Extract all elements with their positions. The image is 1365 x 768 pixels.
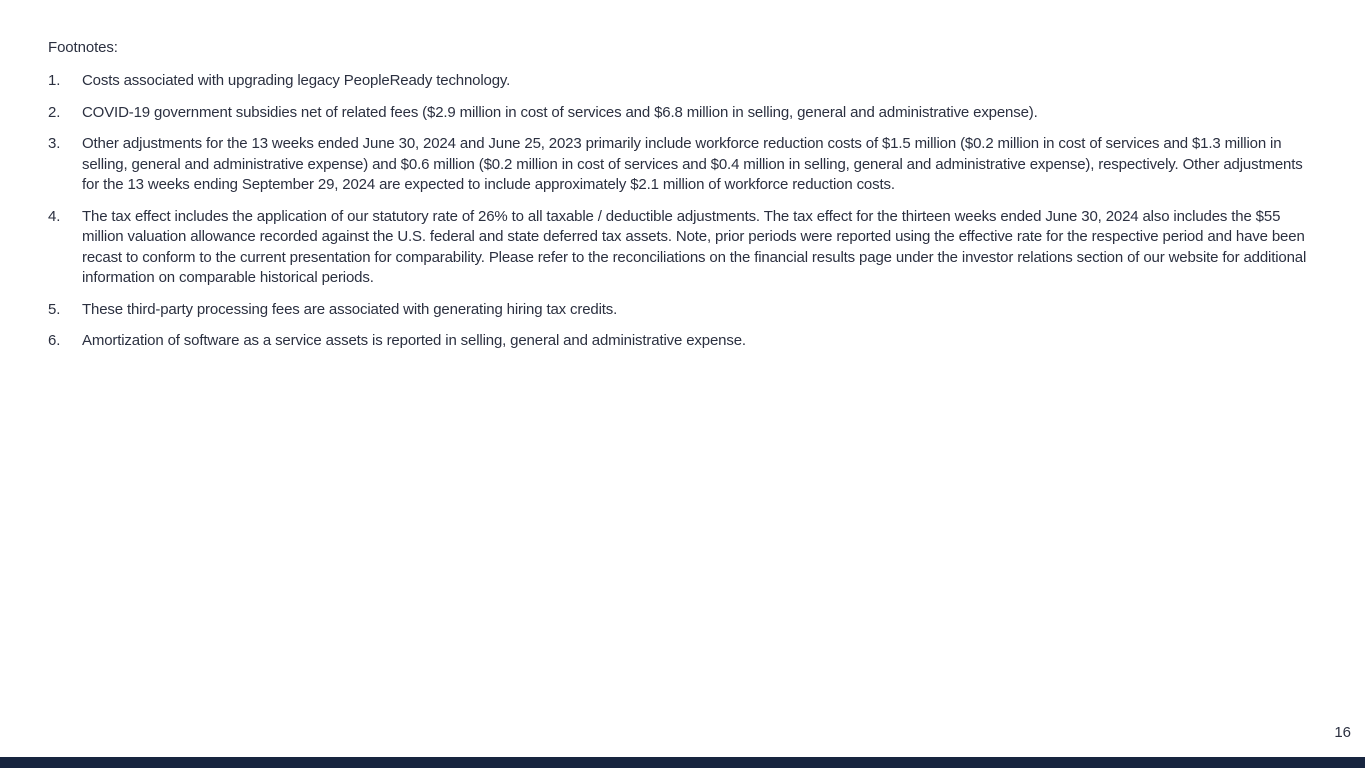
footnote-number: 3. bbox=[48, 135, 61, 152]
footnote-item bbox=[48, 103, 1328, 124]
footnote-text: Costs associated with upgrading legacy PeopleReady technology. bbox=[82, 72, 511, 89]
footnote-text: Other adjustments for the 13 weeks ended June 30, 2024 and June 25, 2023 primarily include workforce reduction costs of $1.5 million ($0.2 million in cost of services and $1.3 million in selling, general and administrative expense) and $0.6 million ($0.2 million in cost of services and $0.4 million in selling, general and administrative expense), respectively. Other adjustments for the 13 weeks ending September 29, 2024 are expected to include approximately $2.1 million of workforce reduction costs. bbox=[82, 135, 1303, 193]
footnote-number: 1. bbox=[48, 72, 61, 89]
footnote-number: 6. bbox=[48, 332, 61, 349]
footnote-number: 2. bbox=[48, 103, 61, 121]
page-number: 16 bbox=[1334, 724, 1351, 741]
footnote-text: COVID-19 government subsidies net of related fees ($2.9 million in cost of services and $6.8 million in selling, general and administrative expense). bbox=[82, 103, 1038, 121]
footnote-item bbox=[48, 300, 1328, 321]
footnote-item bbox=[48, 207, 1328, 289]
footer-bar bbox=[0, 757, 1365, 768]
footnote-number: 4. bbox=[48, 207, 61, 225]
footnote-list bbox=[48, 71, 1328, 363]
footnote-number: 5. bbox=[48, 300, 61, 318]
footnote-text: Amortization of software as a service assets is reported in selling, general and administrative expense. bbox=[82, 332, 746, 349]
footnote-text: The tax effect includes the application of our statutory rate of 26% to all taxable / deductible adjustments. The tax effect for the thirteen weeks ended June 30, 2024 also includes the $55 million valuation allowance recorded against the U.S. federal and state deferred tax assets. Note, prior periods were reported using the effective rate for the respective period and have been recast to conform to the current presentation for comparability. Please refer to the reconciliations on the financial results page under the investor relations section of our website for additional information on comparable historical periods. bbox=[82, 207, 1307, 286]
footnote-item bbox=[48, 71, 1328, 92]
footnote-item bbox=[48, 331, 1328, 352]
footnotes-heading: Footnotes: bbox=[48, 39, 118, 56]
footnote-item bbox=[48, 134, 1328, 196]
footnote-text: These third-party processing fees are associated with generating hiring tax credits. bbox=[82, 300, 618, 318]
